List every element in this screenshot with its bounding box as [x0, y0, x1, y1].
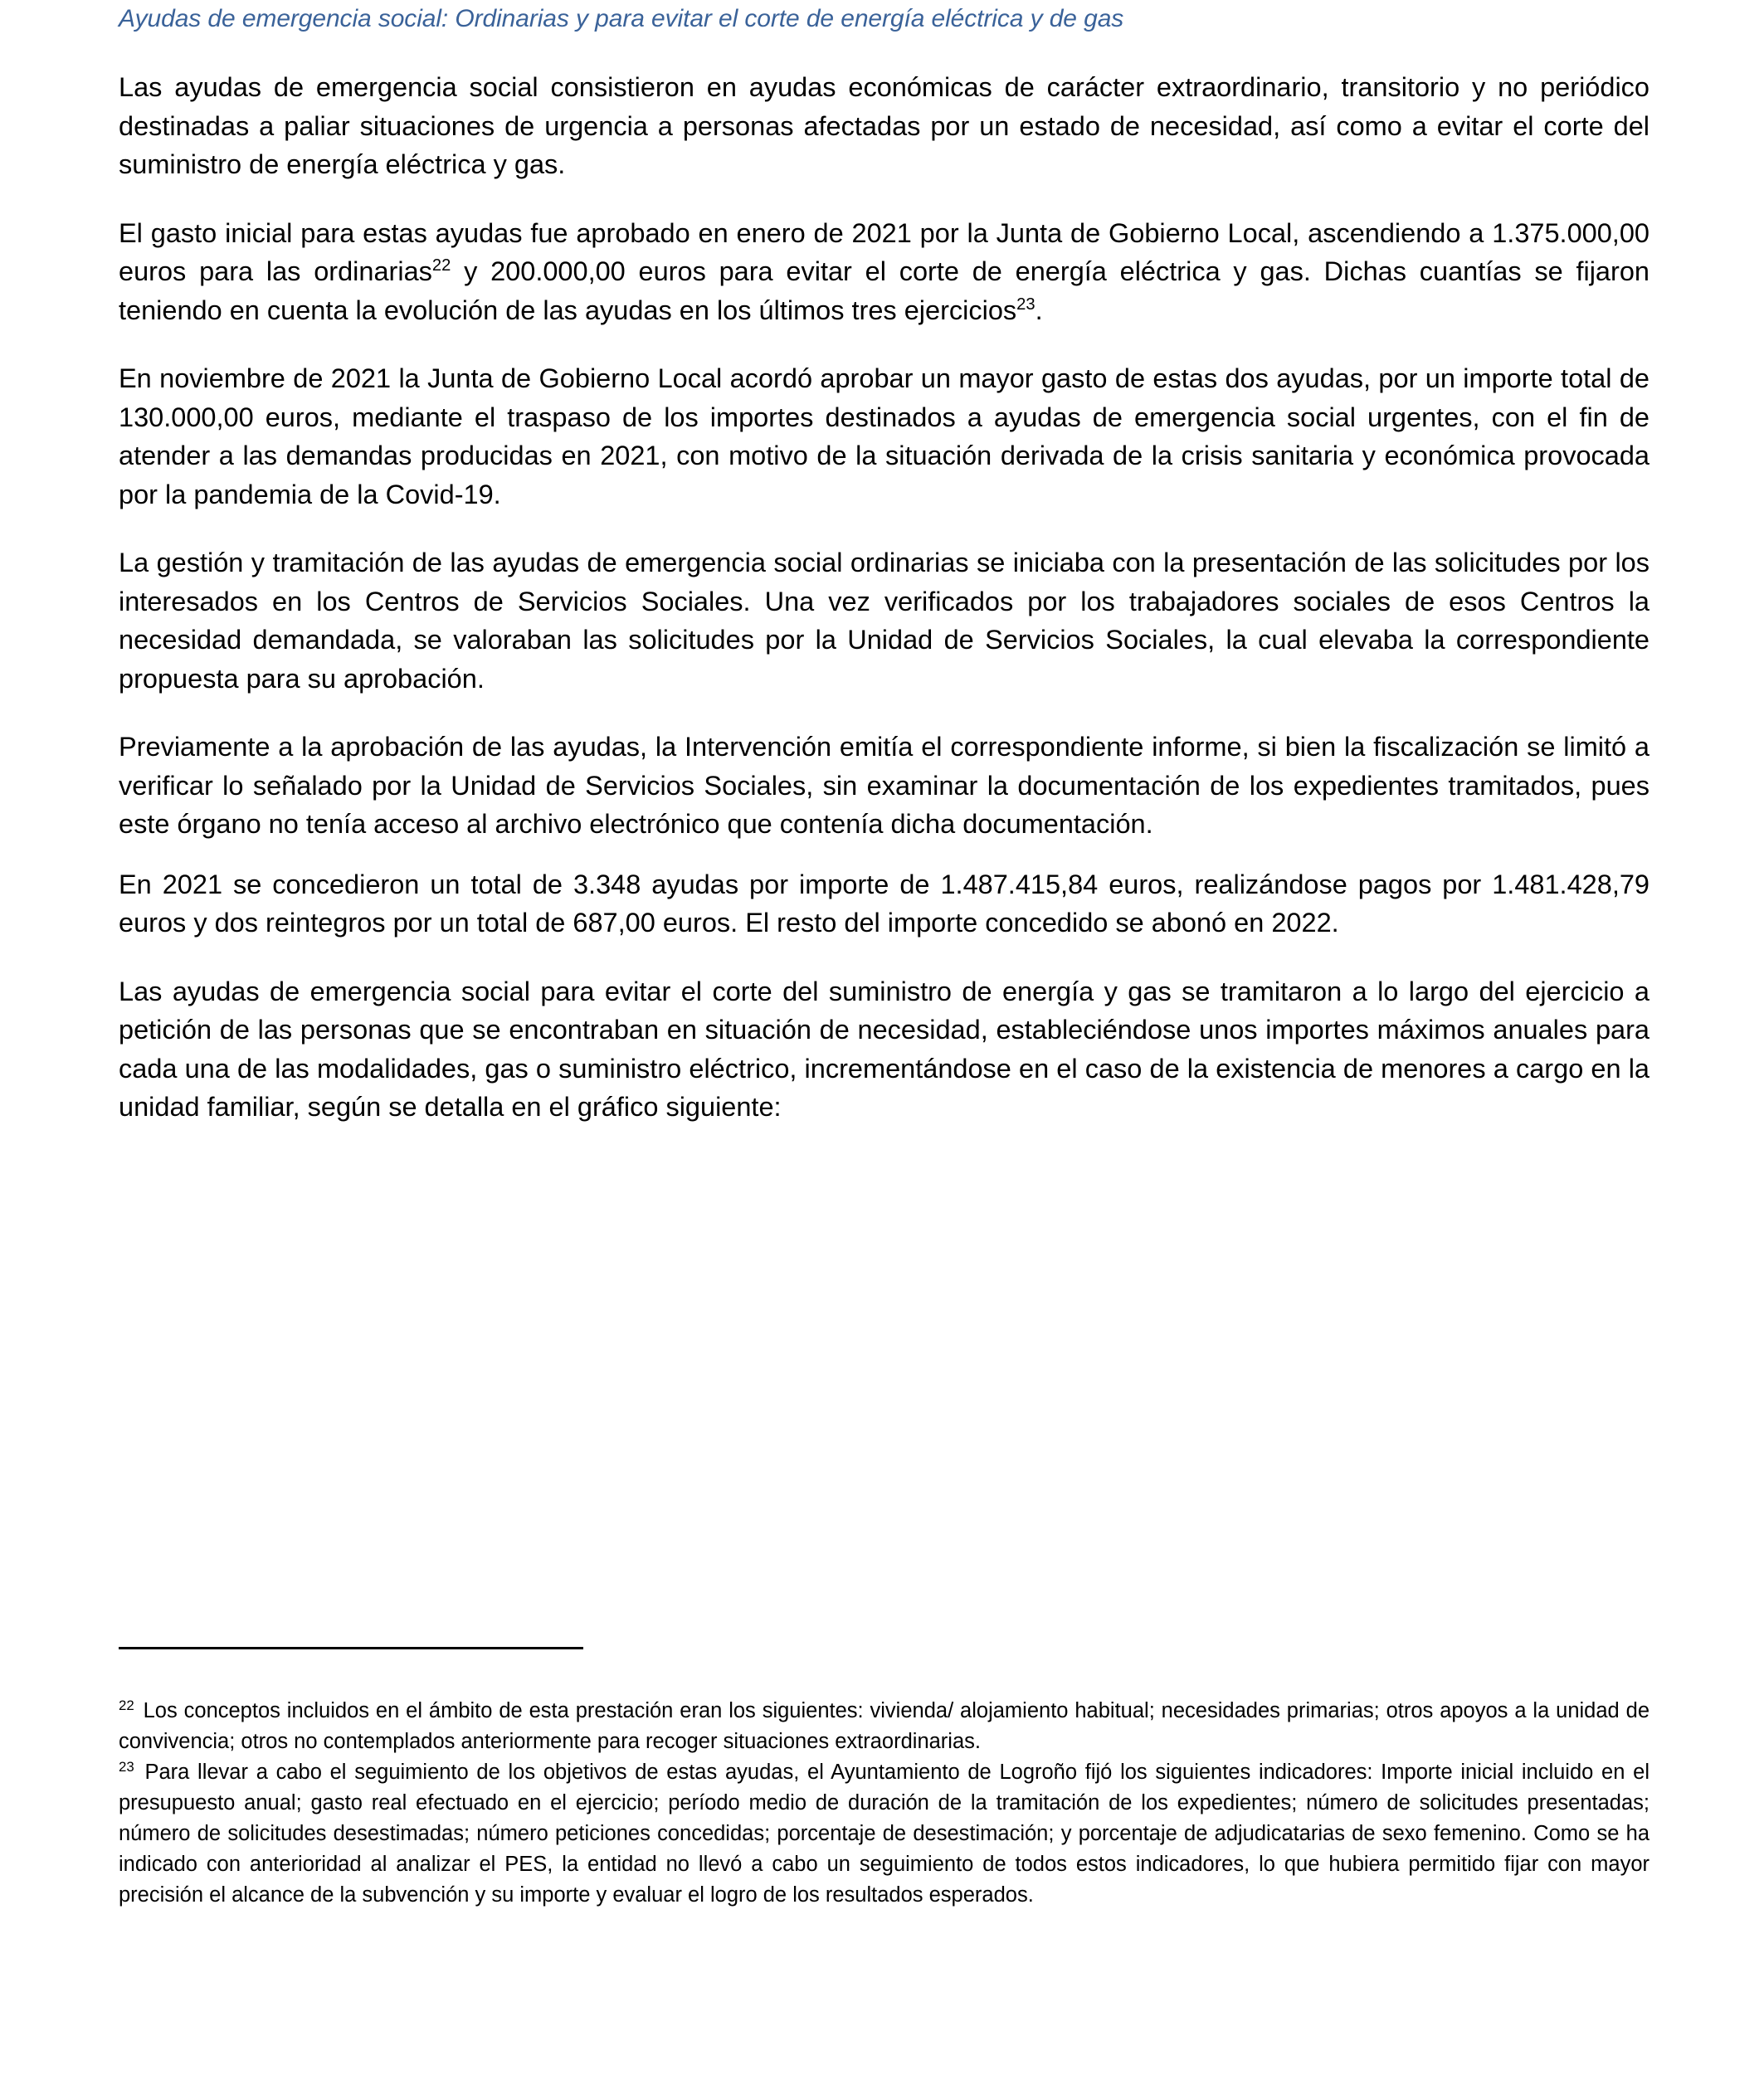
footnote-22 — [119, 1696, 1649, 1757]
footnote-22-text: Los conceptos incluidos en el ámbito de esta prestación eran los siguientes: vivienda/ alojamiento habitual; necesidades primarias; otros apoyos a la unidad de convivencia; otros no contemplados anteriormente para recoger situaciones extraordinarias. — [119, 1699, 1649, 1753]
paragraph-6: En 2021 se concedieron un total de 3.348 ayudas por importe de 1.487.415,84 euros, realizándose pagos por 1.481.428,79 euros y dos reintegros por un total de 687,00 euros. El resto del importe concedido se abonó en 2022. — [119, 869, 1649, 938]
paragraph-2-part-b: y 200.000,00 euros para evitar el corte de energía eléctrica y gas. Dichas cuantías se fijaron teniendo en cuenta la evolución de las ayudas en los últimos tres ejercicios — [119, 256, 1649, 325]
body-column — [119, 68, 1649, 1127]
footnote-ref-22[interactable]: 22 — [431, 256, 451, 275]
paragraph-3: En noviembre de 2021 la Junta de Gobierno Local acordó aprobar un mayor gasto de estas dos ayudas, por un importe total de 130.000,00 euros, mediante el traspaso de los importes destinados a ayudas de emergencia social urgentes, con el fin de atender a las demandas producidas en 2021, con motivo de la situación derivada de la crisis sanitaria y económica provocada por la pandemia de la Covid-19. — [119, 363, 1649, 509]
paragraph-5: Previamente a la aprobación de las ayudas, la Intervención emitía el correspondiente informe, si bien la fiscalización se limitó a verificar lo señalado por la Unidad de Servicios Sociales, sin examinar la documentación de los expedientes tramitados, pues este órgano no tenía acceso al archivo electrónico que contenía dicha documentación. — [119, 732, 1649, 839]
page-title: Ayudas de emergencia social: Ordinarias y para evitar el corte de energía eléctrica y de gas — [119, 5, 1124, 32]
footnote-23-text: Para llevar a cabo el seguimiento de los objetivos de estas ayudas, el Ayuntamiento de Logroño fijó los siguientes indicadores: Importe inicial incluido en el presupuesto anual; gasto real efectuado en el ejercicio; período medio de duración de la tramitación de los expedientes; número de solicitudes presentadas; número de solicitudes desestimadas; número peticiones concedidas; porcentaje de desestimación; y porcentaje de adjudicatarias de sexo femenino. Como se ha indicado con anterioridad al analizar el PES, la entidad no llevó a cabo un seguimiento de todos estos indicadores, lo que hubiera permitido fijar con mayor precisión el alcance de la subvención y su importe y evaluar el logro de los resultados esperados. — [119, 1761, 1649, 1907]
footnote-23 — [119, 1757, 1649, 1911]
paragraph-7: Las ayudas de emergencia social para evitar el corte del suministro de energía y gas se tramitaron a lo largo del ejercicio a petición de las personas que se encontraban en situación de necesidad, estableciéndose unos importes máximos anuales para cada una de las modalidades, gas o suministro eléctrico, incrementándose en el caso de la existencia de menores a cargo en la unidad familiar, según se detalla en el gráfico siguiente: — [119, 976, 1649, 1122]
footnote-ref-23[interactable]: 23 — [1016, 295, 1035, 314]
paragraph-2 — [119, 214, 1649, 330]
paragraph-4: La gestión y tramitación de las ayudas de emergencia social ordinarias se iniciaba con la presentación de las solicitudes por los interesados en los Centros de Servicios Sociales. Una vez verificados por los trabajadores sociales de esos Centros la necesidad demandada, se valoraban las solicitudes por la Unidad de Servicios Sociales, la cual elevaba la correspondiente propuesta para su aprobación. — [119, 548, 1649, 694]
paragraph-2-part-c: . — [1035, 295, 1043, 325]
footnote-separator — [119, 1647, 583, 1649]
footnote-23-marker: 23 — [119, 1758, 134, 1775]
footnote-22-marker: 22 — [119, 1697, 134, 1713]
footnote-area — [119, 1647, 1649, 1911]
paragraph-1: Las ayudas de emergencia social consistieron en ayudas económicas de carácter extraordinario, transitorio y no periódico destinadas a paliar situaciones de urgencia a personas afectadas por un estado de necesidad, así como a evitar el corte del suministro de energía eléctrica y gas. — [119, 72, 1649, 179]
paragraph-2-part-a: El gasto inicial para estas ayudas fue aprobado en enero de 2021 por la Junta de Gobierno Local, ascendiendo a 1.375.000,00 euros para las ordinarias — [119, 217, 1649, 286]
